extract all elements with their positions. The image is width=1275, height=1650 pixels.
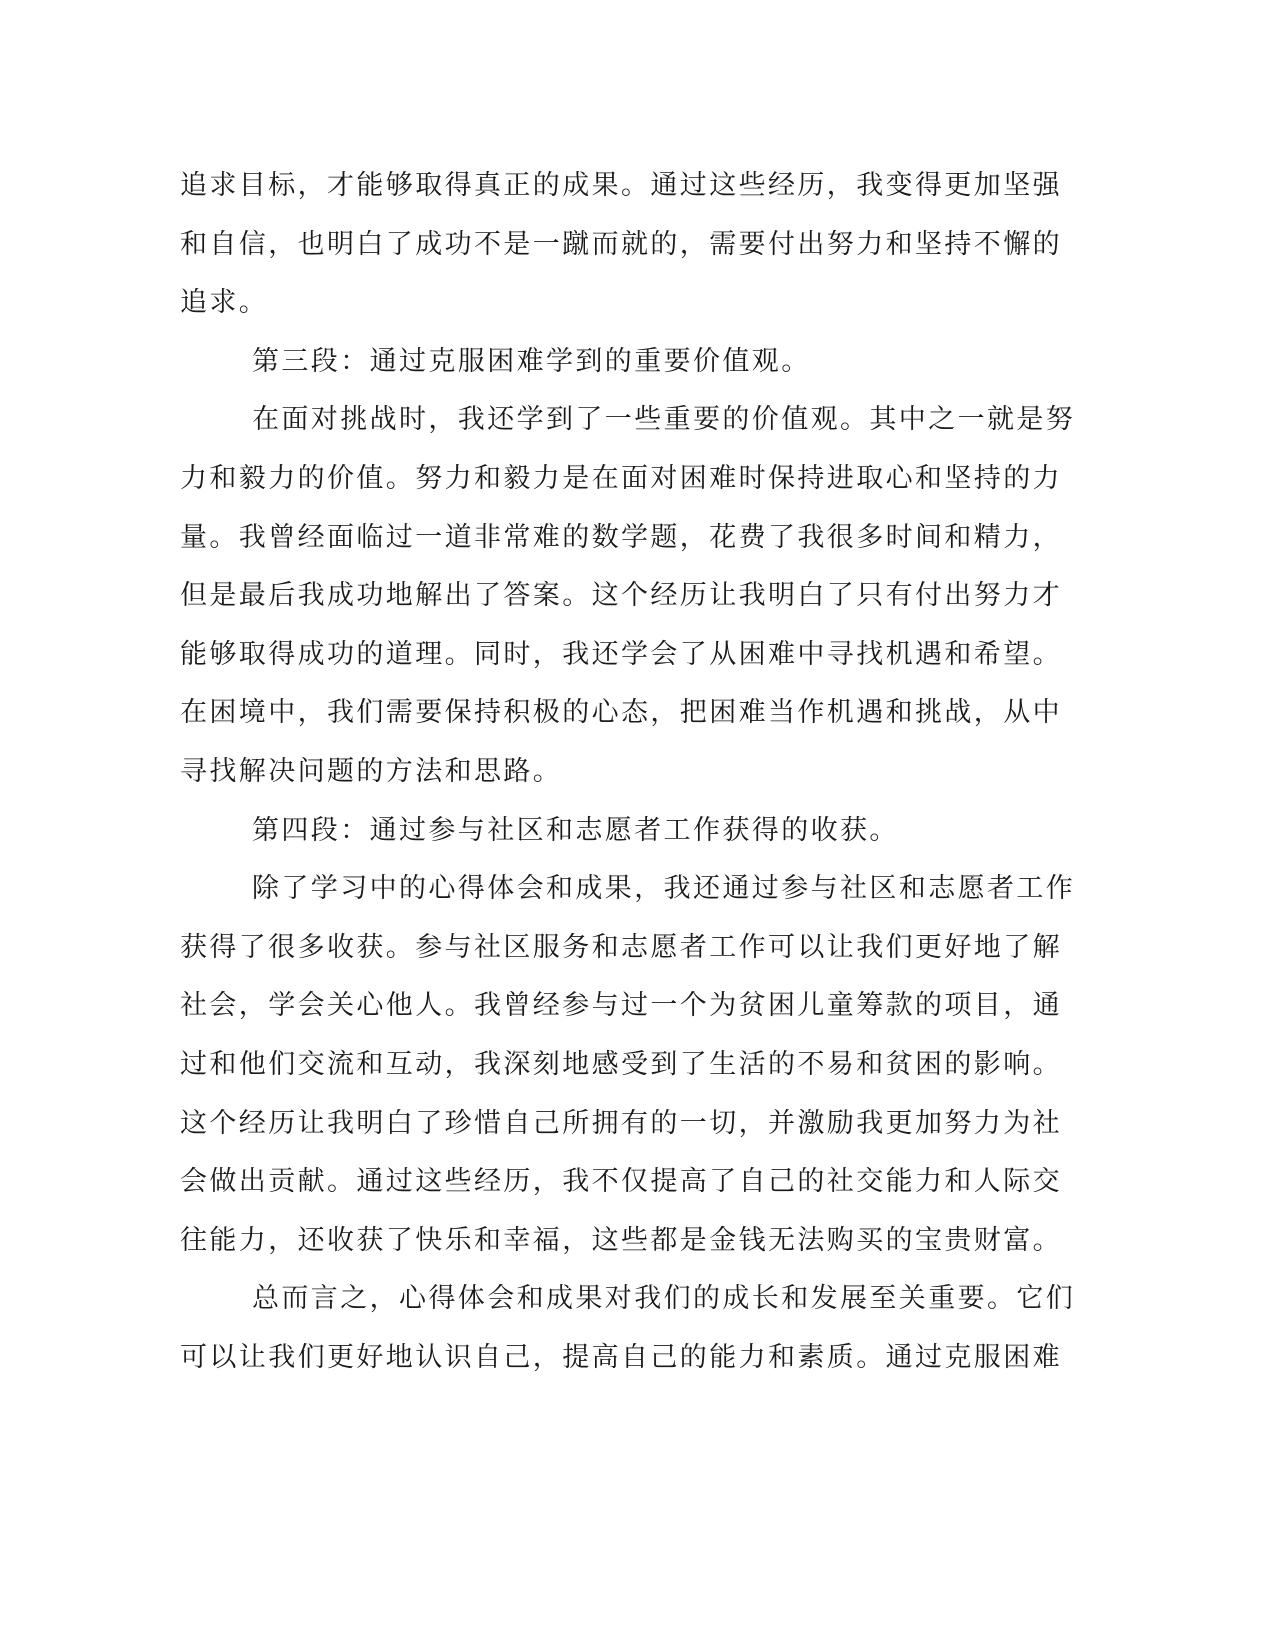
text-line: 会做出贡献。通过这些经历，我不仅提高了自己的社交能力和人际交 <box>180 1166 1062 1198</box>
text-line: 第三段：通过克服困难学到的重要价值观。 <box>252 345 811 377</box>
text-line: 这个经历让我明白了珍惜自己所拥有的一切，并激励我更加努力为社 <box>180 1107 1062 1139</box>
text-line: 除了学习中的心得体会和成果，我还通过参与社区和志愿者工作 <box>252 873 1076 905</box>
text-line: 量。我曾经面临过一道非常难的数学题，花费了我很多时间和精力， <box>180 521 1062 553</box>
text-line: 总而言之，心得体会和成果对我们的成长和发展至关重要。它们 <box>252 1283 1076 1315</box>
text-line: 和自信，也明白了成功不是一蹴而就的，需要付出努力和坚持不懈的 <box>180 228 1062 260</box>
text-line: 在面对挑战时，我还学到了一些重要的价值观。其中之一就是努 <box>252 404 1076 436</box>
text-line: 力和毅力的价值。努力和毅力是在面对困难时保持进取心和坚持的力 <box>180 462 1062 494</box>
text-line: 追求目标，才能够取得真正的成果。通过这些经历，我变得更加坚强 <box>180 170 1062 201</box>
text-line: 在困境中，我们需要保持积极的心态，把困难当作机遇和挑战，从中 <box>180 697 1062 729</box>
body-text <box>180 157 1076 1387</box>
text-line: 获得了很多收获。参与社区服务和志愿者工作可以让我们更好地了解 <box>180 931 1062 963</box>
text-line: 可以让我们更好地认识自己，提高自己的能力和素质。通过克服困难 <box>180 1341 1062 1373</box>
text-line: 寻找解决问题的方法和思路。 <box>180 755 563 787</box>
text-line: 能够取得成功的道理。同时，我还学会了从困难中寻找机遇和希望。 <box>180 638 1062 670</box>
text-line: 过和他们交流和互动，我深刻地感受到了生活的不易和贫困的影响。 <box>180 1048 1062 1080</box>
text-line: 追求。 <box>180 287 269 319</box>
text-line: 但是最后我成功地解出了答案。这个经历让我明白了只有付出努力才 <box>180 580 1062 612</box>
text-line: 往能力，还收获了快乐和幸福，这些都是金钱无法购买的宝贵财富。 <box>180 1224 1062 1256</box>
text-line: 社会，学会关心他人。我曾经参与过一个为贫困儿童筹款的项目，通 <box>180 990 1062 1022</box>
text-line: 第四段：通过参与社区和志愿者工作获得的收获。 <box>252 814 899 846</box>
